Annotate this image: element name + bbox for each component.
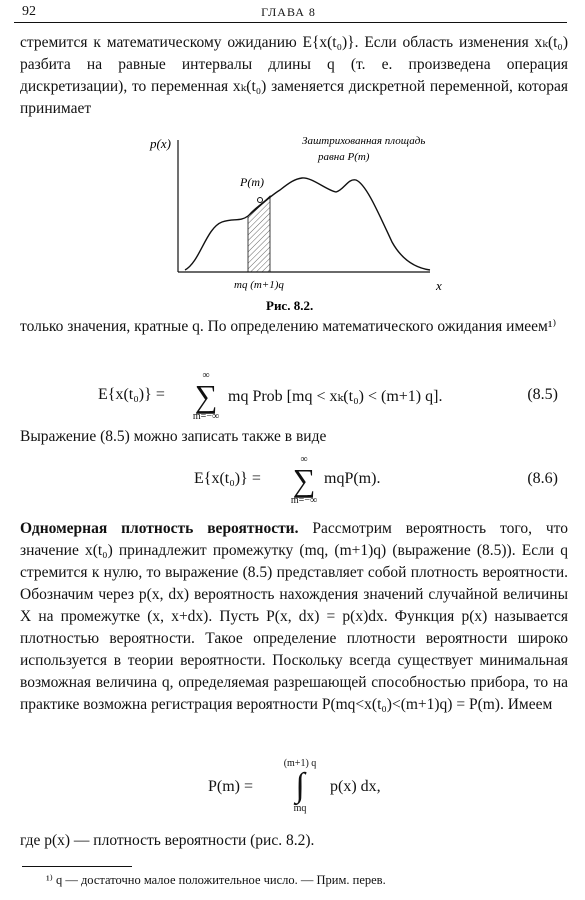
eq86-lhs: E{x(t₀)} = <box>194 470 261 487</box>
paragraph-5: где p(x) — плотность вероятности (рис. 8.2). <box>20 832 315 849</box>
eq86-sum-bottom: m=−∞ <box>290 495 318 506</box>
chapter-title: ГЛАВА 8 <box>261 5 316 19</box>
integral-sign-group <box>276 758 324 814</box>
equation-8-6 <box>20 454 568 506</box>
annotation-line-2: равна P(m) <box>318 151 370 163</box>
section-heading: Одномерная плотность вероятности. <box>20 520 299 537</box>
eq86-rhs: mqP(m). <box>324 470 381 487</box>
point-label: P(m) <box>240 175 264 189</box>
paragraph-2: только значения, кратные q. По определению математического ожидания имеем¹⁾ <box>20 318 557 335</box>
integral-integrand: p(x) dx, <box>330 778 381 795</box>
page-number: 92 <box>22 4 36 19</box>
equation-8-5 <box>20 370 568 422</box>
density-plot <box>130 132 460 317</box>
eq85-sum-top: ∞ <box>202 370 210 381</box>
integral-top-limit: (m+1) q <box>283 758 317 769</box>
eq85-rhs: mq Prob [mq < xₖ(t₀) < (m+1) q]. <box>228 388 443 405</box>
paragraph-4-text: Рассмотрим вероятность того, что значение x(t₀) принадлежит промежутку (mq, (m+1)q) (выражение (8.5)). Если q стремится к нулю, то выражение (8.5) представляет собой плотность вероятности. Обозначим через p(x, dx) вероятность нахождения значений случайной величины X на промежутке (x, x+dx). Пусть P(x, dx) = p(x)dx. Функция p(x) называется плотностью вероятности. Такое определение плотности вероятности широко используется в теории вероятности. Поскольку всегда существует минимальная возможная величина q, определяемая разрешающей способностью прибора, то на практике возможна регистрация вероятности P(mq<x(t₀)<(m+1)q) = P(m). Имеем <box>20 520 568 713</box>
footnote-rule <box>22 866 132 867</box>
equation-integral <box>20 758 568 822</box>
figure-8-2 <box>130 132 460 317</box>
integral-symbol: ∫ <box>295 767 305 804</box>
sigma-symbol: ∑ <box>292 462 316 498</box>
density-curve <box>185 178 430 270</box>
paragraph-3: Выражение (8.5) можно записать также в виде <box>20 428 327 445</box>
paragraph-1: стремится к математическому ожиданию E{x(t₀)}. Если область изменения xₖ(t₀) разбита на равные интервалы длины q (т. е. произведена операция дискретизации), то переменная xₖ(t₀) заменяется дискретной переменной, которая принимает <box>20 34 568 117</box>
tick-label: mq (m+1)q <box>234 279 284 291</box>
footnote: ¹⁾ q — достаточно малое положительное число. — Прим. перев. <box>46 873 386 887</box>
running-header <box>14 2 563 22</box>
y-axis-label: p(x) <box>150 136 171 151</box>
integral-bottom-limit: mq <box>293 803 307 814</box>
eq85-sum-bottom: m=−∞ <box>192 411 220 422</box>
eq86-sum <box>286 454 322 506</box>
eq86-sum-top: ∞ <box>300 454 308 465</box>
integral-lhs: P(m) = <box>208 778 254 795</box>
sigma-symbol: ∑ <box>194 378 218 414</box>
annotation-line-1: Заштрихованная площадь <box>302 135 426 147</box>
figure-caption: Рис. 8.2. <box>266 298 314 313</box>
eq85-number: (8.5) <box>527 386 558 403</box>
eq85-sum <box>188 370 224 422</box>
eq85-lhs: E{x(t₀)} = <box>98 386 165 403</box>
point-marker <box>258 198 263 203</box>
paragraph-4 <box>20 518 568 716</box>
eq86-number: (8.6) <box>527 470 558 487</box>
x-axis-label: x <box>436 278 442 293</box>
header-rule <box>14 22 567 23</box>
